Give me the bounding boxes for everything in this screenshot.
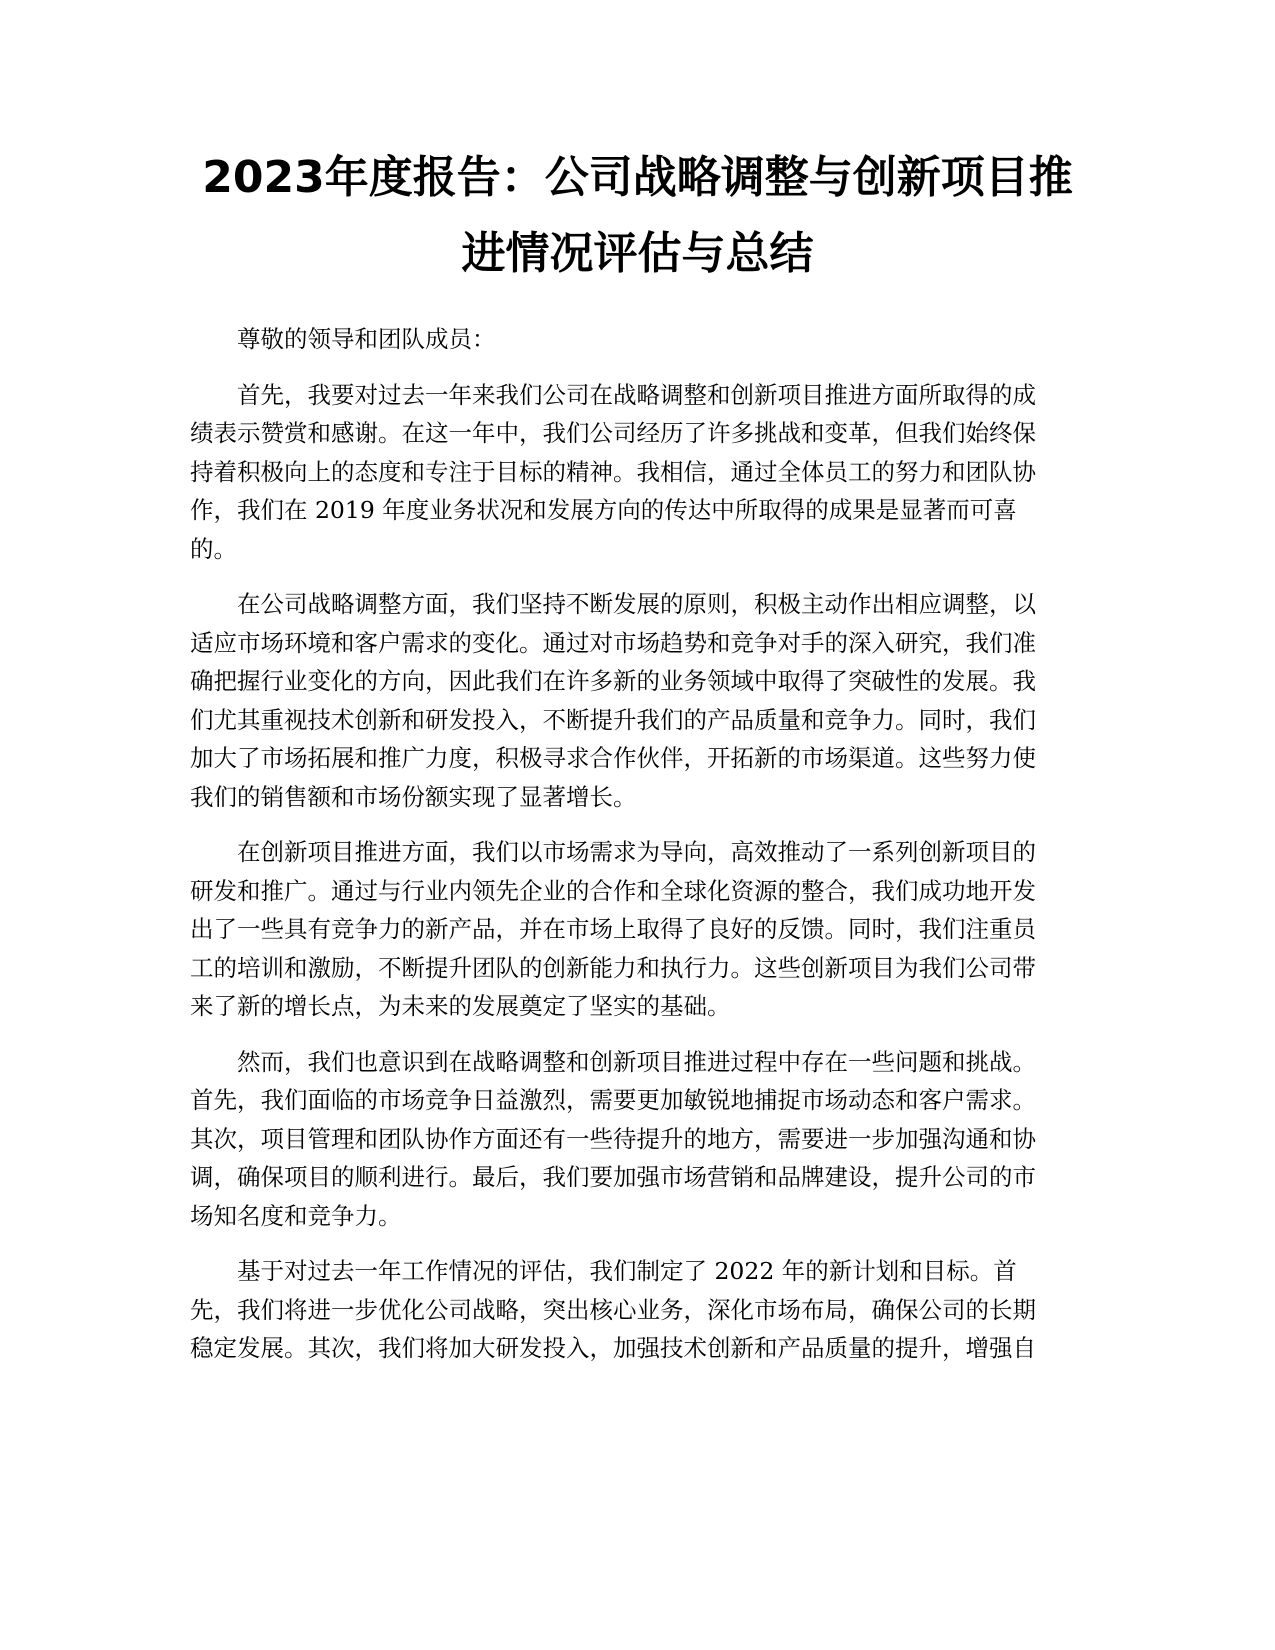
paragraph-4 (190, 1043, 1080, 1236)
paragraph-line: 在创新项目推进方面，我们以市场需求为导向，高效推动了一系列创新项目的 (237, 838, 1036, 866)
paragraph-2 (190, 585, 1080, 816)
paragraph-line: 适应市场环境和客户需求的变化。通过对市场趋势和竞争对手的深入研究，我们准 (190, 628, 1036, 657)
paragraph-line: 加大了市场拓展和推广力度，积极寻求合作伙伴，开拓新的市场渠道。这些努力使 (190, 744, 1036, 772)
paragraph-line: 工的培训和激励，不断提升团队的创新能力和执行力。这些创新项目为我们公司带 (190, 953, 1036, 982)
paragraph-line: 出了一些具有竞争力的新产品，并在市场上取得了良好的反馈。同时，我们注重员 (190, 915, 1036, 943)
paragraph-line: 调，确保项目的顺利进行。最后，我们要加强市场营销和品牌建设，提升公司的市 (190, 1163, 1036, 1191)
paragraph-line: 稳定发展。其次，我们将加大研发投入，加强技术创新和产品质量的提升，增强自 (190, 1334, 1036, 1362)
paragraph-3 (190, 833, 1080, 1026)
title-line-2: 进情况评估与总结 (461, 228, 814, 279)
paragraph-line: 首先，我要对过去一年来我们公司在战略调整和创新项目推进方面所取得的成 (237, 380, 1036, 409)
paragraph-line: 其次，项目管理和团队协作方面还有一些待提升的地方，需要进一步加强沟通和协 (190, 1124, 1036, 1153)
paragraph-line: 然而，我们也意识到在战略调整和创新项目推进过程中存在一些问题和挑战。 (237, 1047, 1036, 1076)
paragraph-line: 绩表示赞赏和感谢。在这一年中，我们公司经历了许多挑战和变革，但我们始终保 (190, 419, 1036, 447)
document-title (170, 140, 1105, 292)
paragraph-line: 的。 (190, 534, 237, 563)
paragraph-line: 基于对过去一年工作情况的评估，我们制定了 2022 年的新计划和目标。首 (237, 1257, 1017, 1285)
paragraph-line: 们尤其重视技术创新和研发投入，不断提升我们的产品质量和竞争力。同时，我们 (190, 705, 1036, 734)
paragraph-line: 我们的销售额和市场份额实现了显著增长。 (190, 782, 637, 811)
salutation: 尊敬的领导和团队成员： (237, 325, 496, 353)
paragraph-line: 确把握行业变化的方向，因此我们在许多新的业务领域中取得了突破性的发展。我 (190, 667, 1036, 695)
paragraph-line: 研发和推广。通过与行业内领先企业的合作和全球化资源的整合，我们成功地开发 (190, 876, 1036, 905)
paragraph-line: 先，我们将进一步优化公司战略，突出核心业务，深化市场布局，确保公司的长期 (190, 1295, 1036, 1324)
title-line-1: 2023年度报告：公司战略调整与创新项目推 (202, 152, 1073, 203)
paragraph-5 (190, 1252, 1080, 1368)
paragraph-1 (190, 376, 1080, 569)
paragraph-line: 场知名度和竞争力。 (190, 1201, 402, 1230)
document-body (190, 320, 1080, 1385)
paragraph-line: 首先，我们面临的市场竞争日益激烈，需要更加敏锐地捕捉市场动态和客户需求。 (190, 1086, 1036, 1114)
paragraph-line: 在公司战略调整方面，我们坚持不断发展的原则，积极主动作出相应调整，以 (237, 590, 1036, 618)
paragraph-line: 来了新的增长点，为未来的发展奠定了坚实的基础。 (190, 992, 731, 1020)
paragraph-line: 持着积极向上的态度和专注于目标的精神。我相信，通过全体员工的努力和团队协 (190, 457, 1036, 486)
paragraph-line: 作，我们在 2019 年度业务状况和发展方向的传达中所取得的成果是显著而可喜 (190, 496, 1017, 524)
